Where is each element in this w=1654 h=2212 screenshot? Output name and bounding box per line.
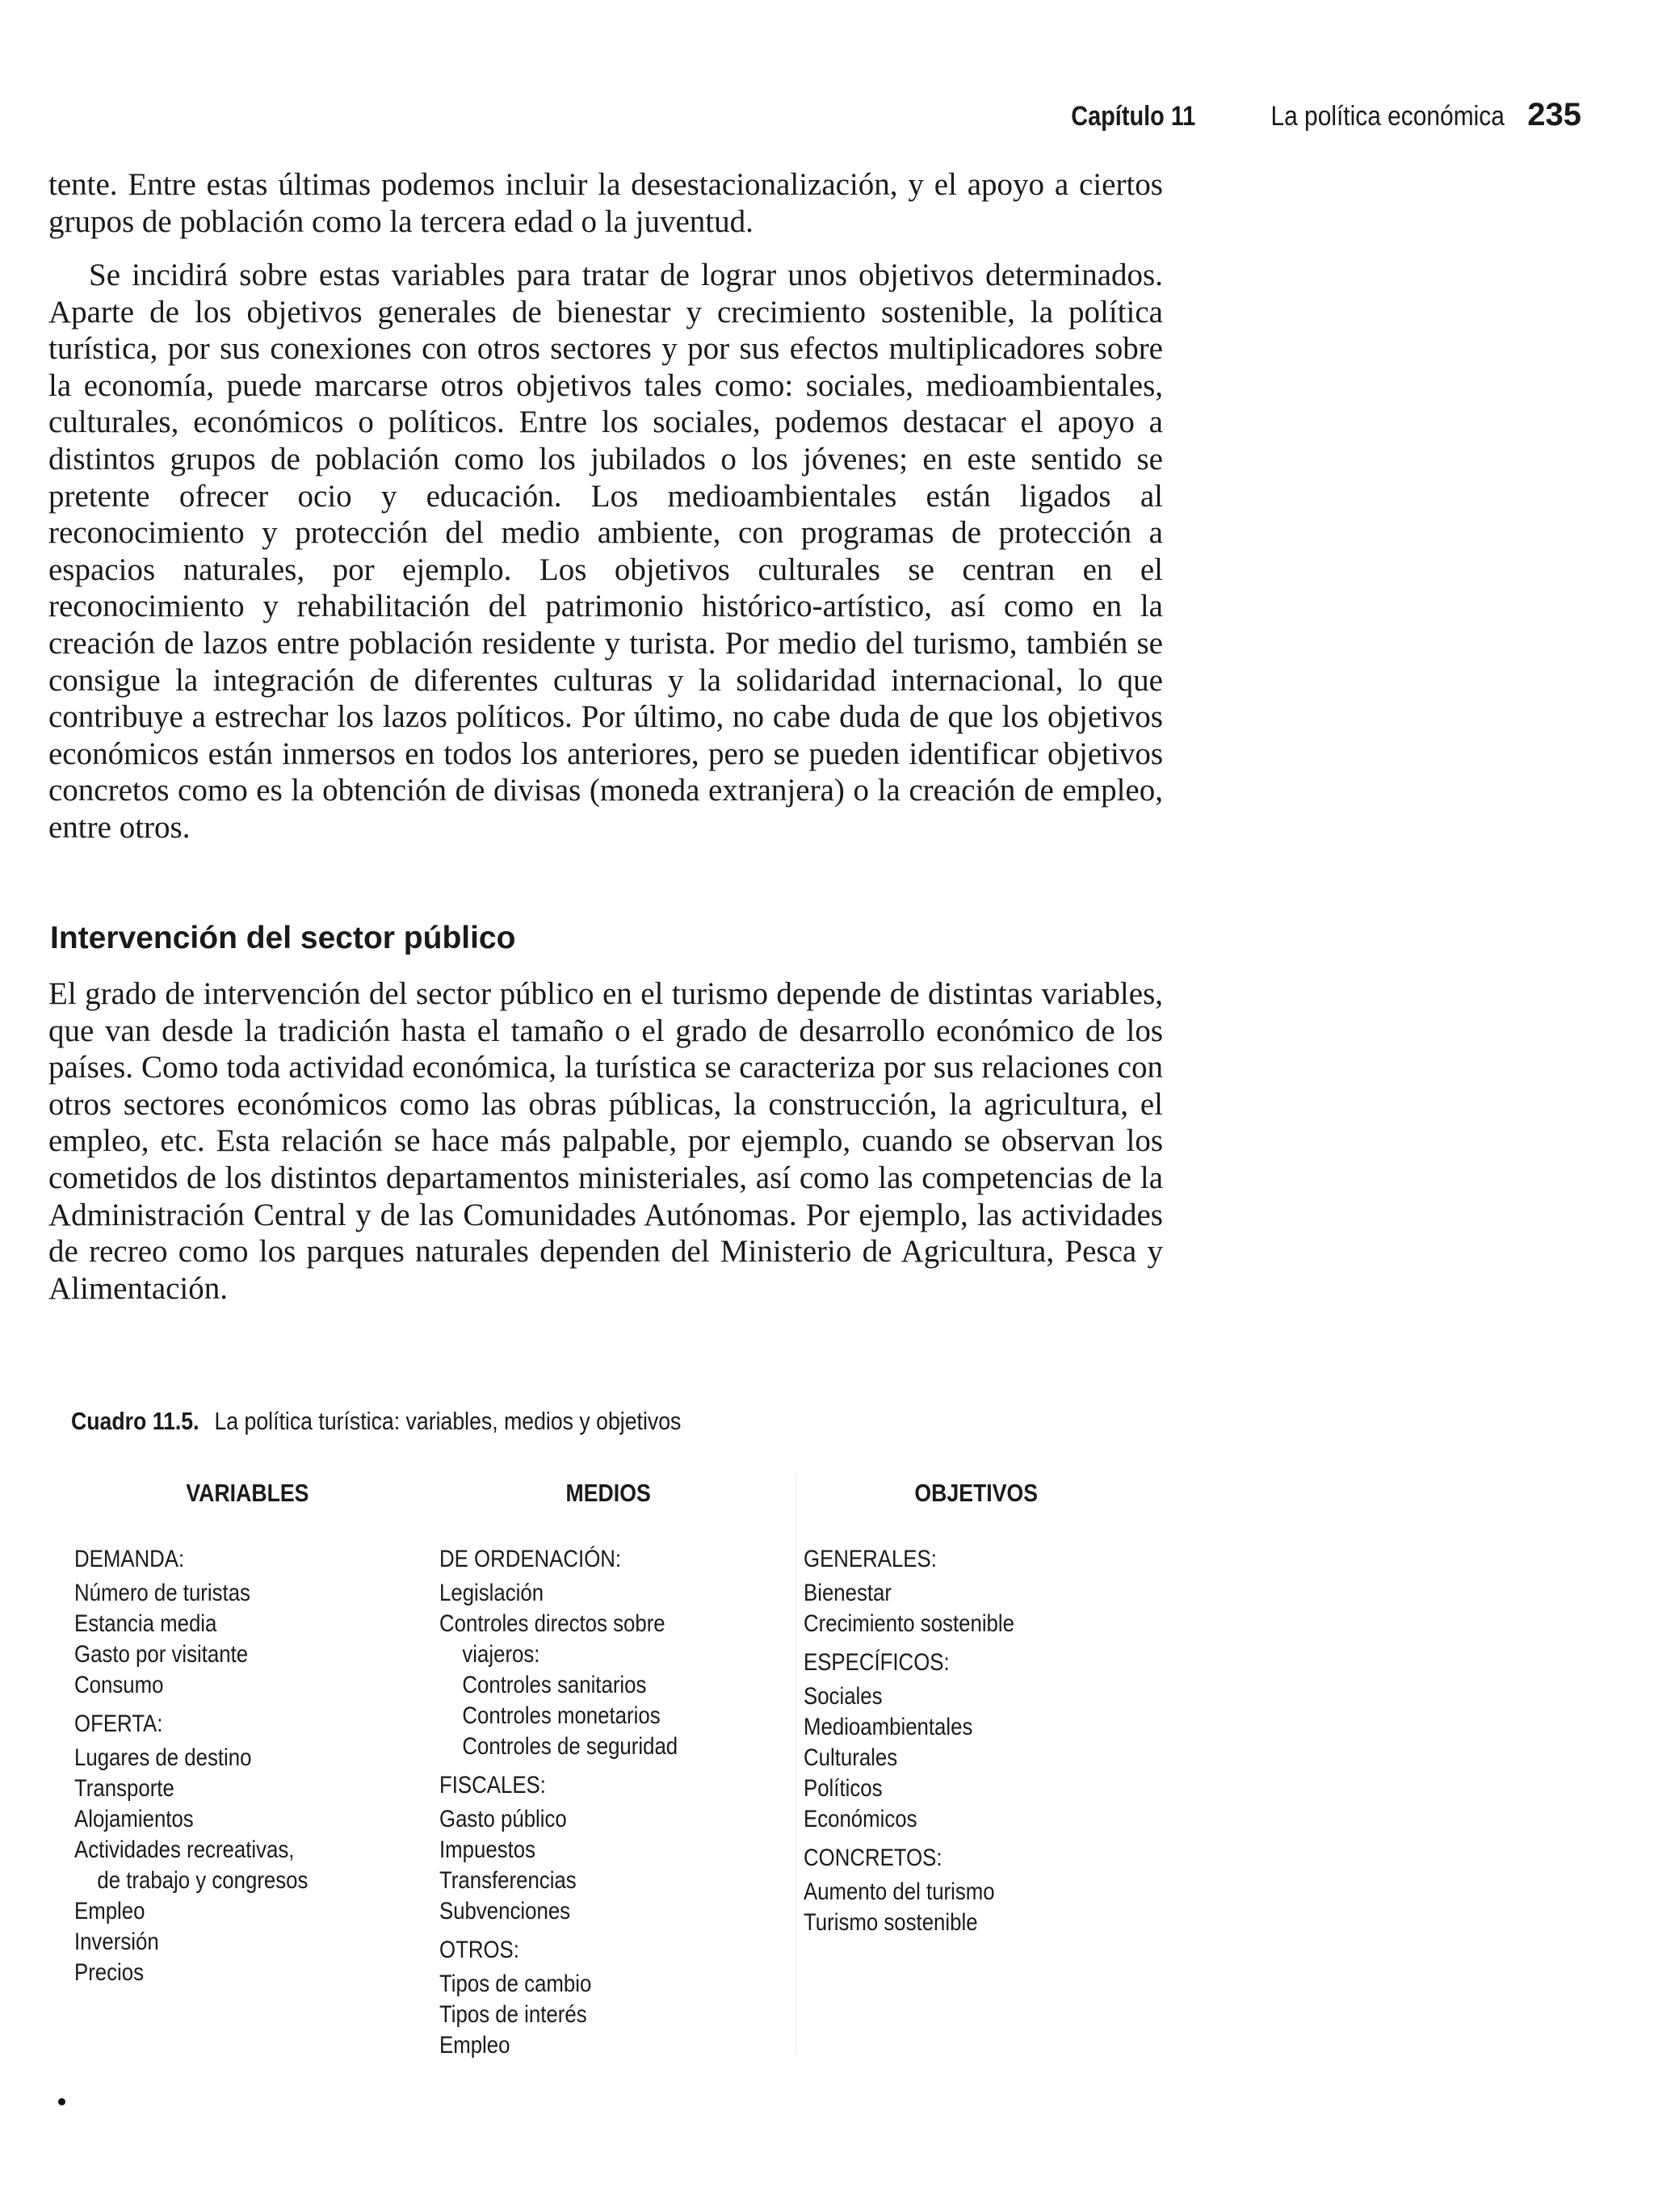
table-column-objetivos — [804, 1544, 1014, 1938]
paragraph-block-1 — [48, 166, 1163, 240]
paragraph: tente. Entre estas últimas podemos incluir la desestacionalización, y el apoyo a ciertos grupos de población como la tercera edad o la juventud. — [48, 167, 1163, 239]
list-item: Subvenciones — [439, 1898, 571, 1924]
group-heading-fiscales: FISCALES: — [439, 1772, 546, 1799]
list-item: Bienestar — [804, 1580, 892, 1606]
column-header-variables: VARIABLES — [186, 1479, 309, 1507]
list-item: Tipos de interés — [439, 2001, 587, 2028]
column-header-objetivos: OBJETIVOS — [914, 1479, 1039, 1507]
paragraph-block-2 — [48, 257, 1163, 846]
table-caption-number: Cuadro 11.5. — [71, 1407, 199, 1435]
list-item: Controles monetarios — [462, 1702, 661, 1729]
group-heading-otros: OTROS: — [439, 1937, 519, 1963]
list-item: Consumo — [74, 1672, 164, 1698]
paragraph-block-3 — [48, 976, 1163, 1307]
group-heading-generales: GENERALES: — [804, 1546, 937, 1572]
group-heading-demanda: DEMANDA: — [74, 1546, 185, 1572]
list-item: Alojamientos — [74, 1806, 194, 1832]
list-item: Actividades recreativas, — [74, 1836, 295, 1863]
chapter-title: La política económica — [1270, 101, 1505, 132]
list-item: Medioambientales — [804, 1714, 973, 1740]
paragraph: El grado de intervención del sector público en el turismo depende de distintas variables, que van desde la tradición hasta el tamaño o el grado de desarrollo económico de los países. Como toda actividad económica, la turística se caracteriza por sus relaciones con otros sectores económicos como las obras públicas, la construcción, la agricultura, el empleo, etc. Esta relación se hace más palpable, por ejemplo, cuando se observan los cometidos de los distintos departamentos ministeriales, así como las competencias de la Administración Central y de las Comunidades Autónomas. Por ejemplo, las actividades de recreo como los parques naturales dependen del Ministerio de Agricultura, Pesca y Alimentación. — [48, 976, 1163, 1306]
page-number: 235 — [1527, 97, 1581, 132]
list-item: Legislación — [439, 1580, 544, 1606]
list-item: Turismo sostenible — [804, 1909, 978, 1936]
list-item: Sociales — [804, 1683, 883, 1710]
group-heading-concretos: CONCRETOS: — [804, 1845, 942, 1871]
list-item: Lugares de destino — [74, 1744, 252, 1771]
list-item: Transporte — [74, 1775, 174, 1802]
list-item: Gasto por visitante — [74, 1641, 249, 1668]
list-item: Inversión — [74, 1929, 159, 1955]
paragraph: Se incidirá sobre estas variables para tratar de lograr unos objetivos determinados. Aparte de los objetivos generales de bienestar y crecimiento sostenible, la política turística, por sus conexiones con otros sectores y por sus efectos multiplicadores sobre la economía, puede marcarse otros objetivos tales como: sociales, medioambientales, culturales, económicos o políticos. Entre los sociales, podemos destacar el apoyo a distintos grupos de población como los jubilados o los jóvenes; en este sentido se pretente ofrecer ocio y educación. Los medioambientales están ligados al reconocimiento y protección del medio ambiente, con programas de protección a espacios naturales, por ejemplo. Los objetivos culturales se centran en el reconocimiento y rehabilitación del patrimonio histórico-artístico, así como en la creación de lazos entre población residente y turista. Por medio del turismo, también se consigue la integración de diferentes culturas y la solidaridad internacional, lo que contribuye a estrechar los lazos políticos. Por último, no cabe duda de que los objetivos económicos están inmersos en todos los anteriores, pero se pueden identificar objetivos concretos como es la obtención de divisas (moneda extranjera) o la creación de empleo, entre otros. — [48, 258, 1163, 845]
list-item: Estancia media — [74, 1610, 217, 1637]
table-column-medios — [439, 1544, 678, 2061]
list-item: Transferencias — [439, 1867, 577, 1894]
table-caption-text: La política turística: variables, medios y objetivos — [214, 1407, 682, 1435]
list-item: Culturales — [804, 1744, 898, 1771]
stray-bullet-mark — [58, 2098, 65, 2105]
list-item: Empleo — [439, 2032, 510, 2059]
group-heading-oferta: OFERTA: — [74, 1710, 163, 1737]
list-item: viajeros: — [462, 1641, 540, 1668]
list-item: de trabajo y congresos — [97, 1867, 309, 1894]
list-item: Políticos — [804, 1775, 883, 1802]
running-header — [1049, 97, 1581, 133]
column-header-medios: MEDIOS — [565, 1479, 651, 1507]
list-item: Precios — [74, 1959, 145, 1986]
list-item: Controles directos sobre — [439, 1610, 665, 1637]
list-item: Impuestos — [439, 1836, 536, 1863]
section-heading: Intervención del sector público — [50, 921, 516, 955]
list-item: Económicos — [804, 1806, 917, 1832]
list-item: Número de turistas — [74, 1580, 250, 1606]
list-item: Aumento del turismo — [804, 1878, 995, 1905]
list-item: Tipos de cambio — [439, 1971, 592, 1997]
chapter-label: Capítulo 11 — [1071, 101, 1196, 132]
list-item: Controles sanitarios — [462, 1672, 647, 1698]
list-item: Crecimiento sostenible — [804, 1610, 1014, 1637]
table-caption — [71, 1407, 681, 1436]
group-heading-ordenacion: DE ORDENACIÓN: — [439, 1546, 622, 1572]
list-item: Gasto público — [439, 1806, 567, 1832]
list-item: Controles de seguridad — [462, 1733, 678, 1760]
group-heading-especificos: ESPECÍFICOS: — [804, 1649, 950, 1676]
table-column-variables — [74, 1544, 308, 1988]
list-item: Empleo — [74, 1898, 145, 1924]
